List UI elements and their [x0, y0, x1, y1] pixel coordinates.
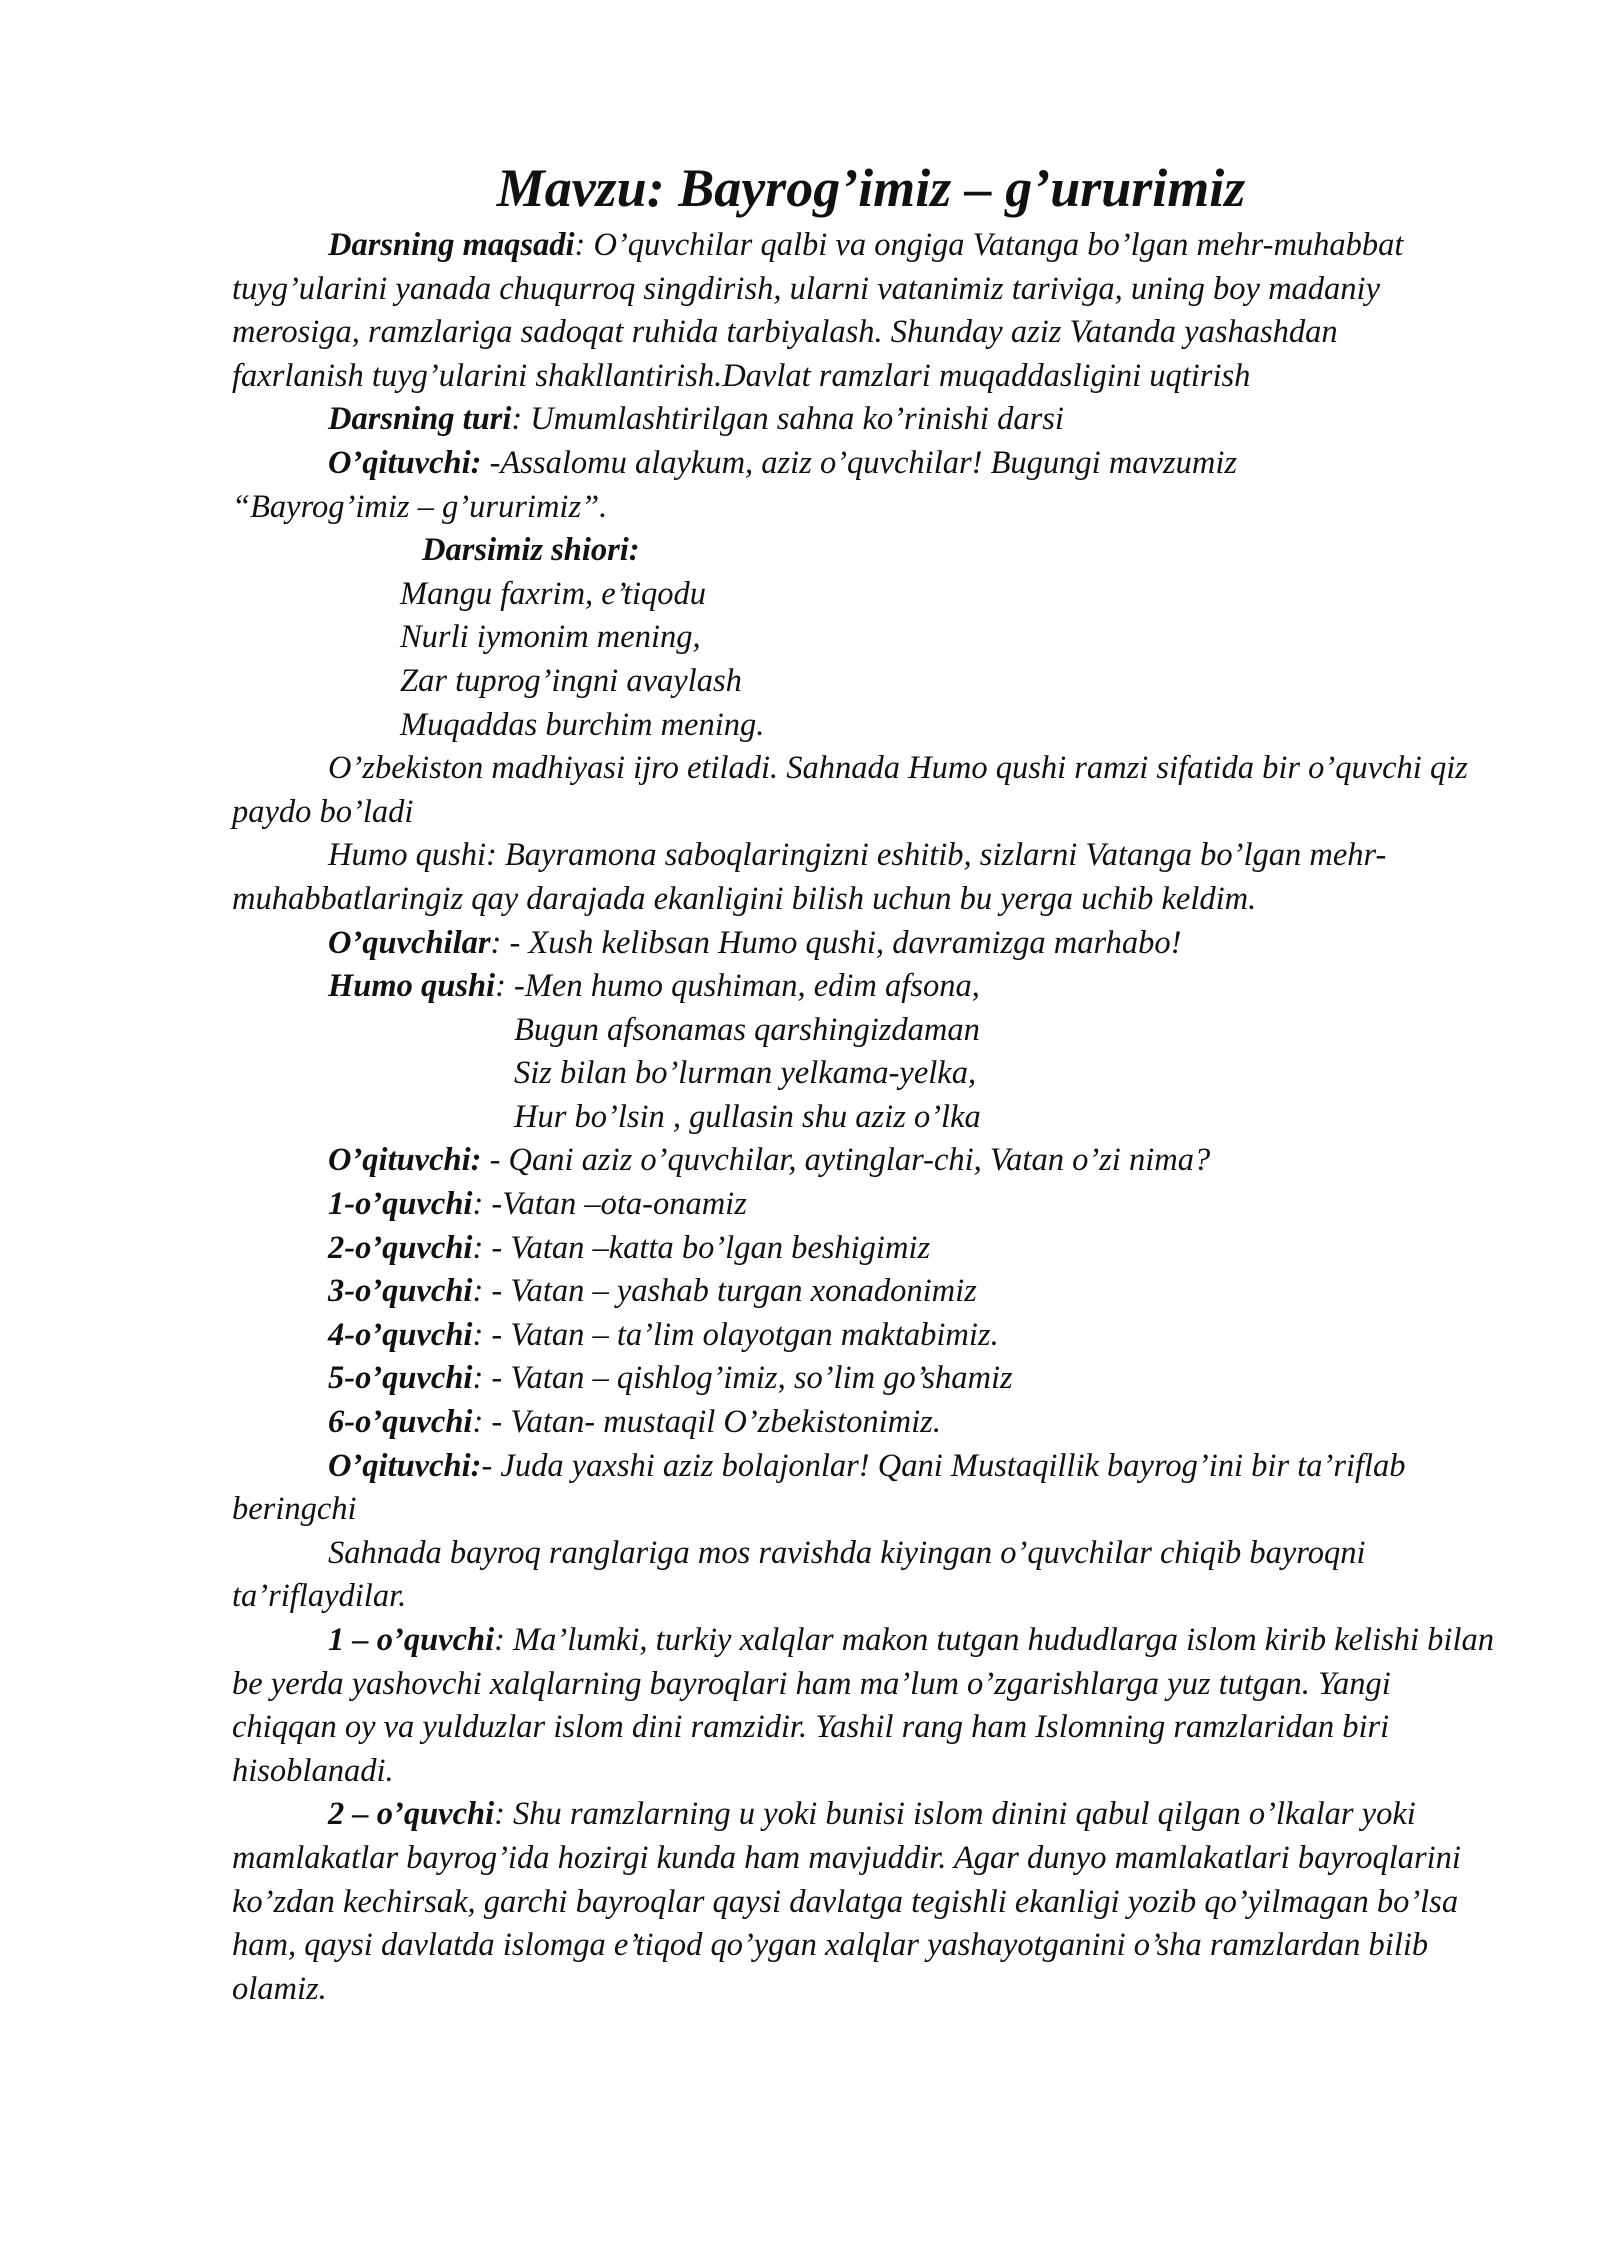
student-answer-text: : -Vatan –ota-onamiz — [472, 1186, 747, 1223]
student-answer — [232, 1270, 1502, 1314]
student2-flag-text: : Shu ramzlarning u yoki bunisi islom dinini qabul qilgan o’lkalar yoki mamlakatlar bayrog’ida hozirgi kunda ham mavjuddir. Agar dunyo mamlakatlari bayroqlarini ko’zdan kechirsak, garchi bayroqlar qaysi davlatga tegishli ekanligi yozib qo’yilmagan bo’lsa ham, qaysi davlatda islomga e’tiqod qo’ygan xalqlar yashayotganini o’sha ramzlardan bilib olamiz. — [232, 1796, 1461, 2007]
teacher-praise-text: - Juda yaxshi aziz bolajonlar! Qani Mustaqillik bayrog’ini bir ta’riflab beringchi — [232, 1447, 1406, 1528]
student-answer-label: 1-o’quvchi — [328, 1186, 473, 1223]
lesson-type-text: : Umumlashtirilgan sahna ko’rinishi darsi — [511, 401, 1064, 438]
student-answer-label: 3-o’quvchi — [328, 1273, 473, 1310]
motto-line: Nurli iymonim mening, — [400, 619, 701, 656]
teacher-question-text: - Qani aziz o’quvchilar, aytinglar-chi, Vatan o’zi nima? — [481, 1142, 1211, 1179]
student-answer-text: : - Vatan – ta’lim olayotgan maktabimiz. — [472, 1316, 999, 1353]
student2-flag-paragraph — [232, 1793, 1472, 2011]
document-page — [232, 152, 1502, 2011]
student-answer — [232, 1314, 1502, 1358]
humo-reply-text: : -Men humo qushiman, edim afsona, — [495, 968, 980, 1005]
humo-reply-label: Humo qushi — [328, 968, 496, 1005]
lesson-goal-paragraph — [232, 224, 1422, 398]
student-answer — [232, 1357, 1502, 1401]
student-answer-text: : - Vatan –katta bo’lgan beshigimiz — [472, 1229, 931, 1266]
motto-line: Muqaddas burchim mening. — [400, 706, 765, 743]
humo-reply-paragraph — [232, 965, 1502, 1009]
teacher-intro-text: -Assalomu alaykum, aziz o’quvchilar! Bugungi mavzumiz “Bayrog’imiz – g’ururimiz”. — [232, 444, 1238, 525]
teacher-question-label: O’qituvchi: — [328, 1142, 482, 1179]
motto-heading: Darsimiz shiori: — [422, 532, 640, 569]
anthem-paragraph: O’zbekiston madhiyasi ijro etiladi. Sahnada Humo qushi ramzi sifatida bir o’quvchi qiz paydo bo’ladi — [232, 750, 1468, 830]
teacher-praise-paragraph — [232, 1445, 1472, 1532]
student2-flag-label: 2 – o’quvchi — [328, 1796, 495, 1833]
students-greeting-label: O’quvchilar — [328, 924, 491, 961]
student-answer — [232, 1227, 1502, 1271]
student-answer-label: 5-o’quvchi — [328, 1360, 473, 1397]
lesson-type-label: Darsning turi — [328, 401, 512, 438]
student-answer-text: : - Vatan – yashab turgan xonadonimiz — [472, 1273, 977, 1310]
student-answer-label: 4-o’quvchi — [328, 1316, 473, 1353]
humo-verse-line: Bugun afsonamas qarshingizdaman — [514, 1011, 980, 1048]
student-answer-text: : - Vatan – qishlog’imiz, so’lim go’shamiz — [472, 1360, 1013, 1397]
document-title: Mavzu: Bayrog’imiz – g’ururimiz — [496, 158, 1246, 218]
motto-line: Mangu faxrim, e’tiqodu — [400, 575, 707, 612]
teacher-intro-paragraph — [232, 442, 1382, 529]
student-answer — [232, 1183, 1502, 1227]
students-greeting-text: : - Xush kelibsan Humo qushi, davramizga marhabo! — [490, 924, 1182, 961]
student1-flag-paragraph — [232, 1619, 1502, 1793]
stage-paragraph: Sahnada bayroq ranglariga mos ravishda kiyingan o’quvchilar chiqib bayroqni ta’riflaydilar. — [232, 1534, 1366, 1615]
student-answer-label: 2-o’quvchi — [328, 1229, 473, 1266]
teacher-praise-label: O’qituvchi: — [328, 1447, 482, 1484]
motto-line: Zar tuprog’ingni avaylash — [400, 662, 742, 699]
lesson-type-paragraph — [232, 398, 1502, 442]
student-answer-text: : - Vatan- mustaqil O’zbekistonimiz. — [472, 1404, 941, 1441]
student-answer — [232, 1401, 1502, 1445]
teacher-intro-label: O’qituvchi: — [328, 444, 482, 481]
lesson-goal-label: Darsning maqsadi — [328, 227, 575, 263]
humo-verse-line: Hur bo’lsin , gullasin shu aziz o’lka — [514, 1098, 981, 1135]
students-greeting-paragraph — [232, 922, 1502, 966]
student1-flag-text: : Ma’lumki, turkiy xalqlar makon tutgan hududlarga islom kirib kelishi bilan be yerda yashovchi xalqlarning bayroqlari ham ma’lum o’zgarishlarga yuz tutgan. Yangi chiqqan oy va yulduzlar islom dini ramzidir. Yashil rang ham Islomning ramzlaridan biri hisoblanadi. — [232, 1622, 1494, 1789]
teacher-question-paragraph — [232, 1139, 1502, 1183]
student-answer-label: 6-o’quvchi — [328, 1404, 473, 1441]
student1-flag-label: 1 – o’quvchi — [328, 1622, 495, 1658]
humo-arrival-paragraph: Humo qushi: Bayramona saboqlaringizni eshitib, sizlarni Vatanga bo’lgan mehr-muhabbatlaringiz qay darajada ekanligini bilish uchun bu yerga uchib keldim. — [232, 837, 1387, 917]
lesson-goal-text: : O’quvchilar qalbi va ongiga Vatanga bo’lgan mehr-muhabbat tuyg’ularini yanada chuqurroq singdirish, ularni vatanimiz tariviga, uning boy madaniy merosiga, ramzlariga sadoqat ruhida tarbiyalash. Shunday aziz Vatanda yashashdan faxrlanish tuyg’ularini shakllantirish.Davlat ramzlari muqaddasligini uqtirish — [232, 227, 1404, 394]
humo-verse-line: Siz bilan bo’lurman yelkama-yelka, — [514, 1055, 977, 1092]
